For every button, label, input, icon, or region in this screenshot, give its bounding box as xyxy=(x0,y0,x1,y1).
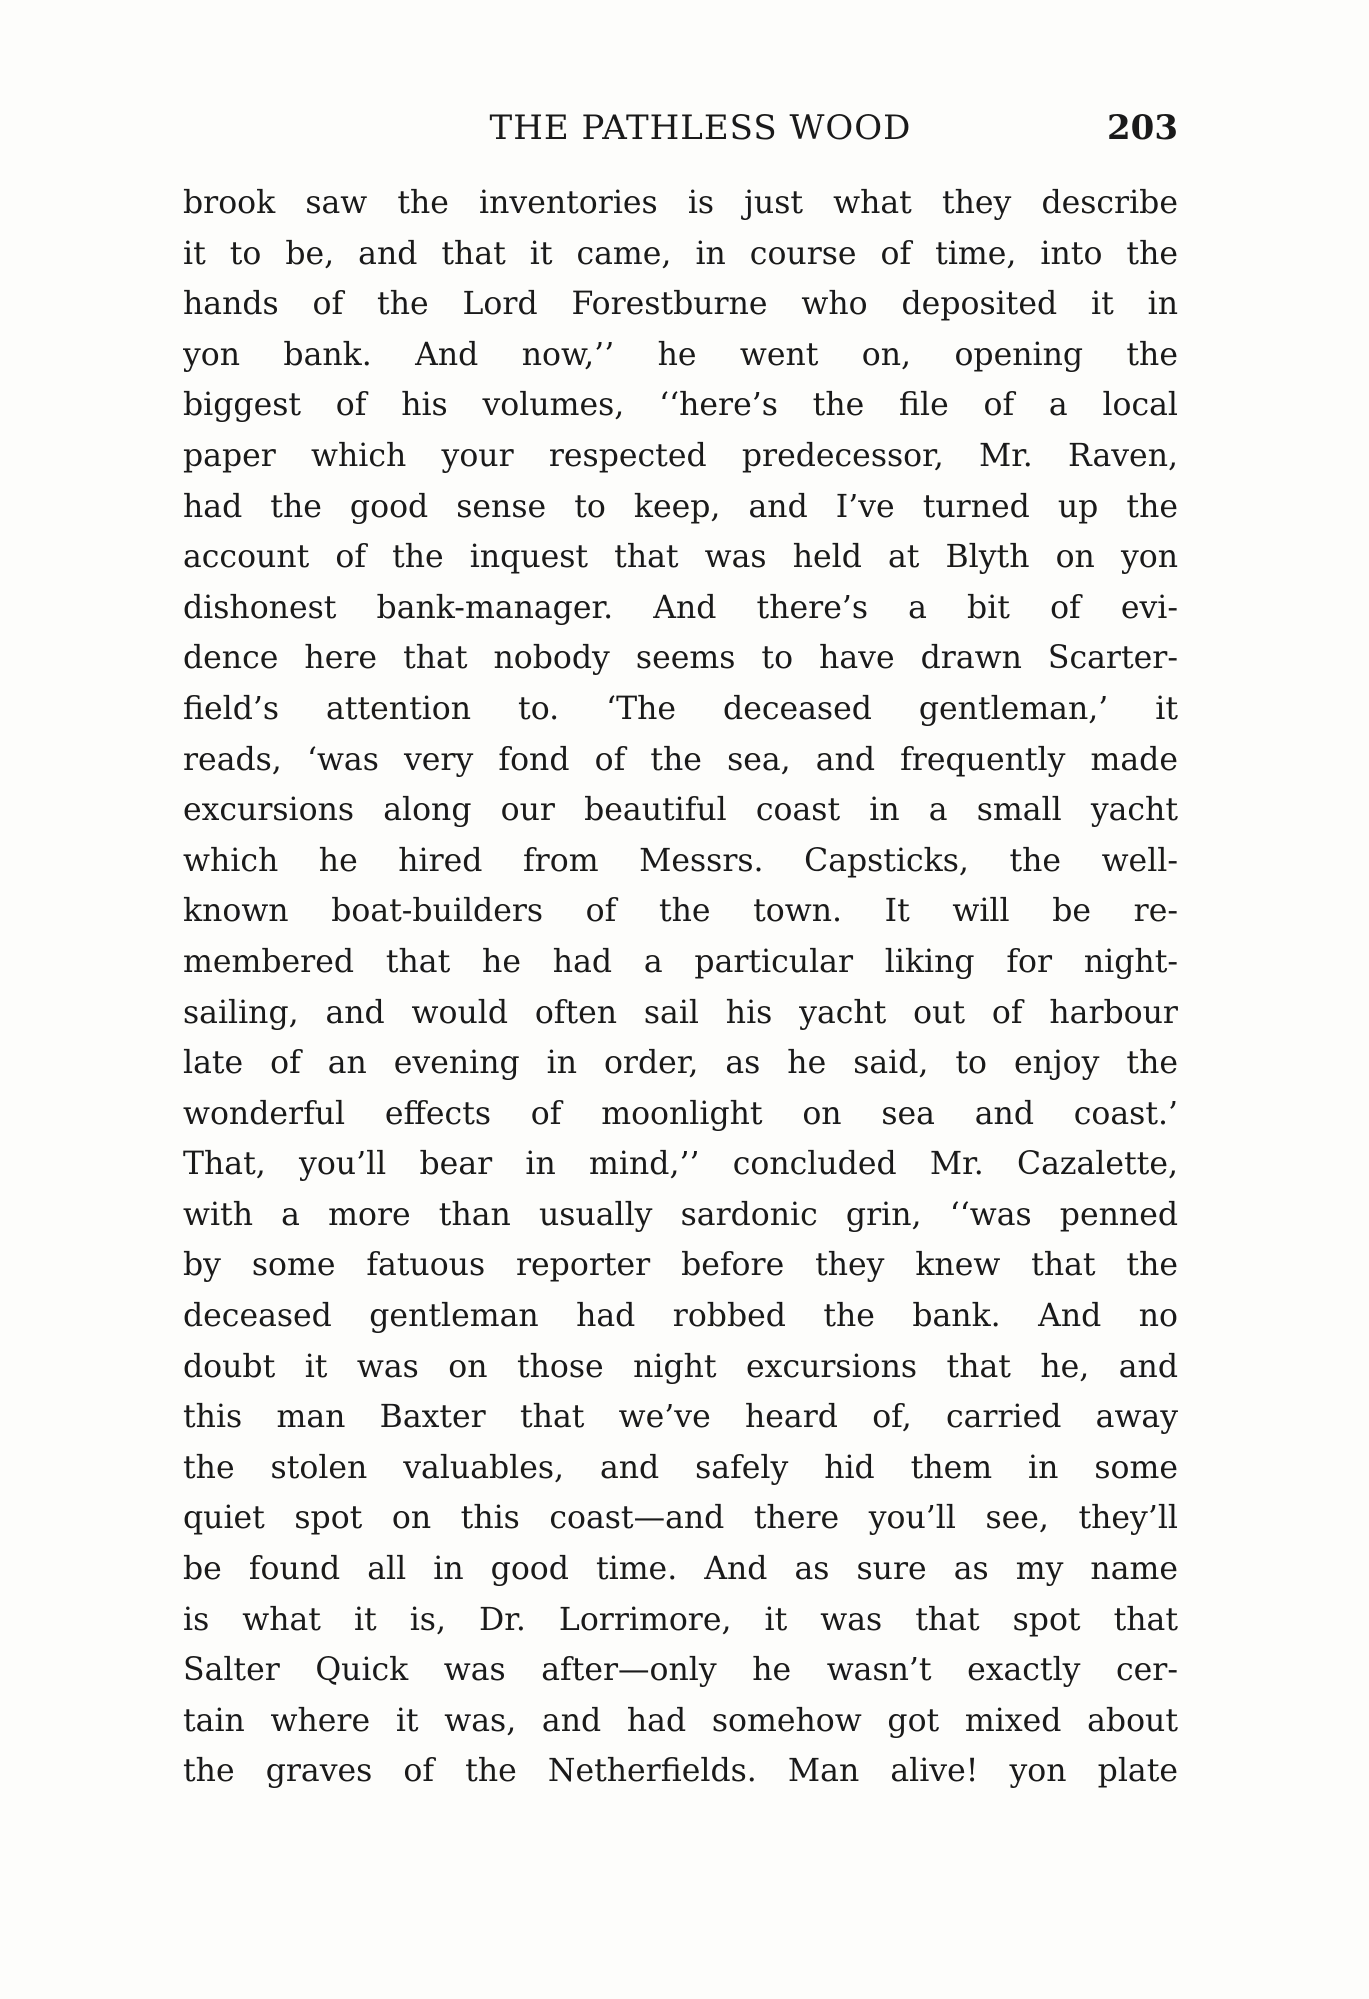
text-line: doubt it was on those night excursions that he, and xyxy=(183,1348,1178,1385)
text-line: quiet spot on this coast—and there you’ll see, they’ll xyxy=(183,1500,1178,1537)
text-line: tain where it was, and had somehow got mixed about xyxy=(183,1702,1178,1739)
text-line: yon bank. And now,’’ he went on, opening the xyxy=(183,336,1178,373)
text-line: dence here that nobody seems to have drawn Scarter- xyxy=(183,640,1178,677)
page-number: 203 xyxy=(1107,108,1178,148)
text-line: reads, ‘was very fond of the sea, and frequently made xyxy=(183,741,1178,778)
text-line: account of the inquest that was held at Blyth on yon xyxy=(183,539,1178,576)
text-line: late of an evening in order, as he said, to enjoy the xyxy=(183,1045,1178,1082)
text-line: Salter Quick was after—only he wasn’t exactly cer- xyxy=(183,1652,1178,1689)
text-line: by some fatuous reporter before they knew that the xyxy=(183,1247,1178,1284)
running-head xyxy=(183,108,1178,164)
text-line: brook saw the inventories is just what they describe xyxy=(183,185,1178,221)
text-line: excursions along our beautiful coast in a small yacht xyxy=(183,792,1178,829)
text-line: which he hired from Messrs. Capsticks, the well- xyxy=(183,842,1178,879)
text-line: had the good sense to keep, and I’ve turned up the xyxy=(183,488,1178,525)
text-line: with a more than usually sardonic grin, ‘‘was penned xyxy=(183,1196,1178,1233)
text-line: sailing, and would often sail his yacht out of harbour xyxy=(183,994,1178,1031)
text-line: this man Baxter that we’ve heard of, carried away xyxy=(183,1399,1178,1436)
text-line: the graves of the Netherfields. Man alive! yon plate xyxy=(183,1753,1178,1790)
text-line: hands of the Lord Forestburne who deposited it in xyxy=(183,286,1178,323)
text-line: deceased gentleman had robbed the bank. And no xyxy=(183,1298,1178,1335)
text-line: That, you’ll bear in mind,’’ concluded Mr. Cazalette, xyxy=(183,1146,1178,1183)
body-text xyxy=(183,178,1178,1797)
text-line: field’s attention to. ‘The deceased gentleman,’ it xyxy=(183,690,1178,727)
text-line: dishonest bank-manager. And there’s a bit of evi- xyxy=(183,589,1178,626)
page-title: THE PATHLESS WOOD xyxy=(489,108,912,148)
text-line: wonderful effects of moonlight on sea and coast.’ xyxy=(183,1095,1178,1132)
text-line: biggest of his volumes, ‘‘here’s the file of a local xyxy=(183,387,1178,424)
text-line: is what it is, Dr. Lorrimore, it was that spot that xyxy=(183,1601,1178,1638)
text-line: known boat-builders of the town. It will be re- xyxy=(183,893,1178,930)
text-line: membered that he had a particular liking for night- xyxy=(183,943,1178,980)
text-line: it to be, and that it came, in course of time, into the xyxy=(183,235,1178,272)
text-line: be found all in good time. And as sure as my name xyxy=(183,1551,1178,1588)
text-line: the stolen valuables, and safely hid them in some xyxy=(183,1449,1178,1486)
text-line: paper which your respected predecessor, Mr. Raven, xyxy=(183,437,1178,474)
